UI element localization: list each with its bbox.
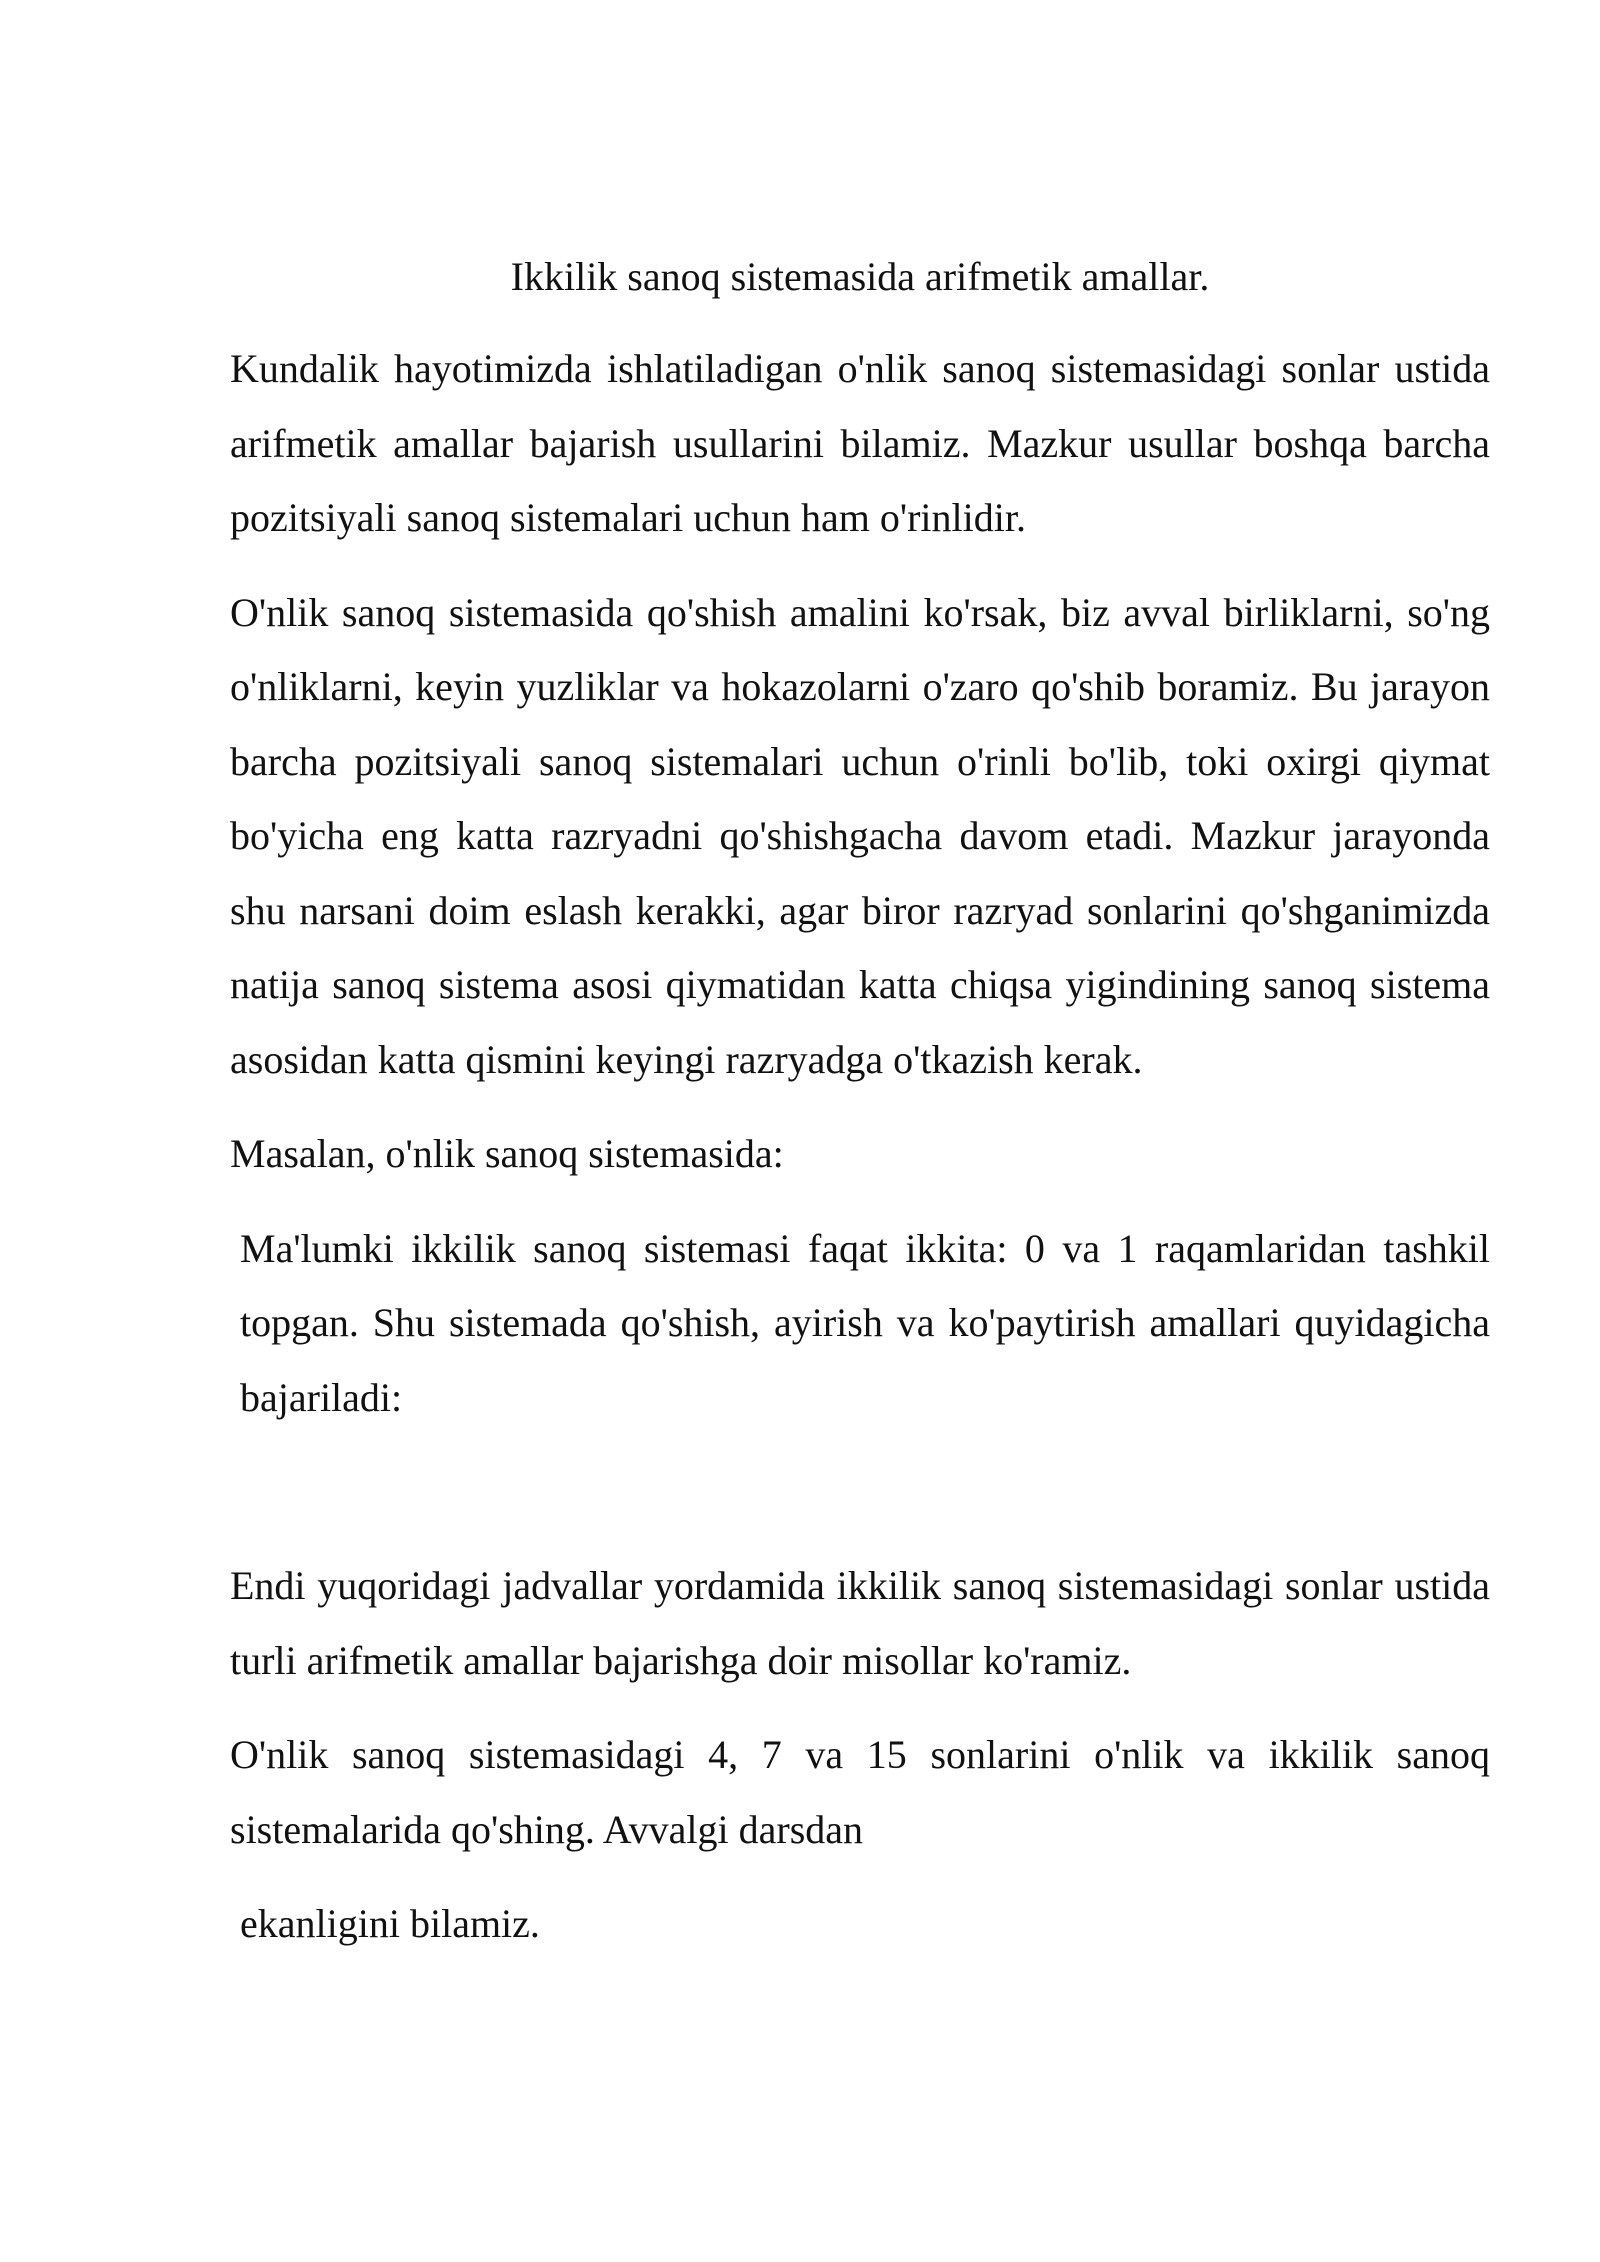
paragraph-examples-intro: Endi yuqoridagi jadvallar yordamida ikkilik sanoq sistemasidagi sonlar ustida turli arifmetik amallar bajarishga doir misollar ko'ramiz. (230, 1563, 1490, 1683)
paragraph-example-decimal: Masalan, o'nlik sanoq sistemasida: (230, 1131, 784, 1176)
paragraph-binary-digits: Ma'lumki ikkilik sanoq sistemasi faqat ikkita: 0 va 1 raqamlaridan tashkil topgan. Shu sistemada qo'shish, ayirish va ko'paytirish amallari quyidagicha bajariladi: (240, 1225, 1490, 1420)
paragraph-intro: Kundalik hayotimizda ishlatiladigan o'nlik sanoq sistemasidagi sonlar ustida arifmetik amallar bajarish usullarini bilamiz. Mazkur usullar boshqa barcha pozitsiyali sanoq sistemalari uchun ham o'rinlidir. (230, 346, 1490, 540)
paragraph-conclusion: ekanligini bilamiz. (240, 1901, 540, 1946)
paragraph-exercise: O'nlik sanoq sistemasidagi 4, 7 va 15 sonlarini o'nlik va ikkilik sanoq sistemalarida qo'shing. Avvalgi darsdan (230, 1732, 1490, 1852)
document-body (230, 240, 1490, 1982)
blank-space (230, 1455, 1490, 1549)
document-title: Ikkilik sanoq sistemasida arifmetik amallar. (510, 254, 1210, 299)
paragraph-addition-process: O'nlik sanoq sistemasida qo'shish amalini ko'rsak, biz avval birliklarni, so'ng o'nliklarni, keyin yuzliklar va hokazolarni o'zaro qo'shib boramiz. Bu jarayon barcha pozitsiyali sanoq sistemalari uchun o'rinli bo'lib, toki oxirgi qiymat bo'yicha eng katta razryadni qo'shishgacha davom etadi. Mazkur jarayonda shu narsani doim eslash kerakki, agar biror razryad sonlarini qo'shganimizda natija sanoq sistema asosi qiymatidan katta chiqsa yigindining sanoq sistema asosidan katta qismini keyingi razryadga o'tkazish kerak. (230, 589, 1490, 1082)
